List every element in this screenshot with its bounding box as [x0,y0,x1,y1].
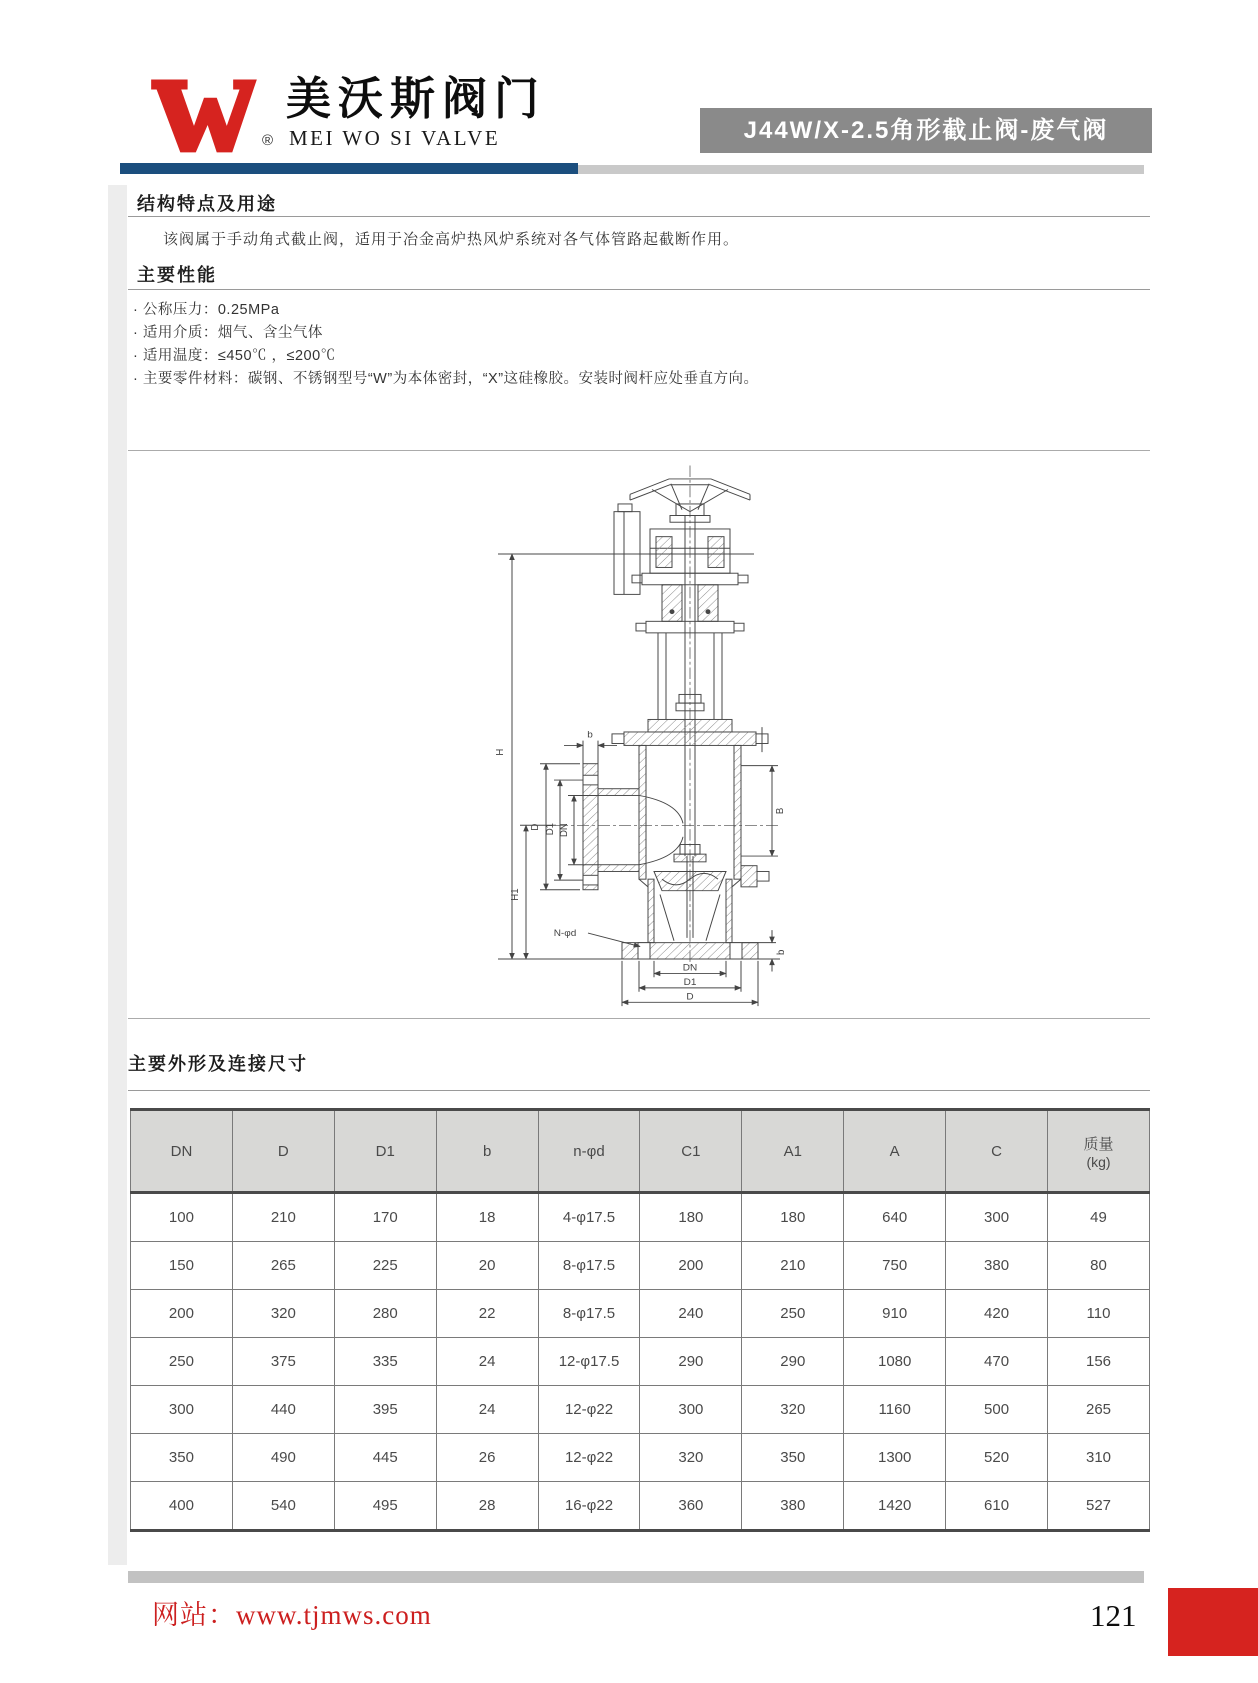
valve-section-drawing [428,452,1008,1010]
cell-r0-c7: 640 [844,1193,946,1242]
col-header-2: D1 [334,1110,436,1193]
table-row-dn-100 [131,1193,1150,1242]
cell-r6-c4: 16-φ22 [538,1482,640,1531]
dim-label-D: D [529,823,542,831]
section-rule [128,216,1150,217]
cell-r0-c6: 180 [742,1193,844,1242]
cell-r0-c2: 170 [334,1193,436,1242]
cell-r1-c1: 265 [232,1242,334,1290]
cell-r2-c9: 110 [1048,1290,1150,1338]
cell-r4-c9: 265 [1048,1386,1150,1434]
header-divider-gray-bar [578,165,1144,174]
cell-r4-c6: 320 [742,1386,844,1434]
product-title-banner: J44W/X-2.5角形截止阀-废气阀 [700,108,1152,153]
brand-name-english: MEI WO SI VALVE [289,126,501,150]
cell-r4-c0: 300 [131,1386,233,1434]
dim-label-H: H [494,748,507,756]
cell-r5-c6: 350 [742,1434,844,1482]
footer-divider-bar [128,1571,1144,1583]
cell-r0-c0: 100 [131,1193,233,1242]
col-header-7: A [844,1110,946,1193]
page-number: 121 [1090,1598,1137,1633]
cell-r5-c7: 1300 [844,1434,946,1482]
cell-r3-c9: 156 [1048,1338,1150,1386]
cell-r4-c8: 500 [946,1386,1048,1434]
cell-r2-c3: 22 [436,1290,538,1338]
col-header-8: C [946,1110,1048,1193]
cell-r6-c7: 1420 [844,1482,946,1531]
cell-r5-c4: 12-φ22 [538,1434,640,1482]
cell-r3-c5: 290 [640,1338,742,1386]
cell-r4-c5: 300 [640,1386,742,1434]
table-row-dn-400 [131,1482,1150,1531]
col-header-0: DN [131,1110,233,1193]
cell-r0-c3: 18 [436,1193,538,1242]
cell-r1-c3: 20 [436,1242,538,1290]
cell-r2-c4: 8-φ17.5 [538,1290,640,1338]
cell-r5-c1: 490 [232,1434,334,1482]
cell-r1-c6: 210 [742,1242,844,1290]
website-link[interactable]: 网站：www.tjmws.com [152,1600,432,1630]
cell-r2-c5: 240 [640,1290,742,1338]
cell-r4-c3: 24 [436,1386,538,1434]
cell-r1-c5: 200 [640,1242,742,1290]
cell-r3-c3: 24 [436,1338,538,1386]
table-row-dn-150 [131,1242,1150,1290]
cell-r3-c6: 290 [742,1338,844,1386]
section-title-features: 结构特点及用途 [137,194,277,214]
brand-name-chinese: 美沃斯阀门 [286,74,547,124]
cell-r1-c2: 225 [334,1242,436,1290]
dim-label-bottom-D1: D1 [683,977,697,988]
page-left-margin-strip [108,185,127,1565]
table-row-dn-200 [131,1290,1150,1338]
features-body-text: 该阀属于手动角式截止阀，适用于冶金高炉热风炉系统对各气体管路起截断作用。 [163,231,740,248]
cell-r6-c3: 28 [436,1482,538,1531]
cell-r6-c0: 400 [131,1482,233,1531]
dim-label-DN: DN [558,823,571,838]
cell-r0-c4: 4-φ17.5 [538,1193,640,1242]
drawing-top-rule [128,450,1150,451]
header-divider-blue-bar [120,163,578,174]
table-row-dn-300 [131,1386,1150,1434]
cell-r5-c2: 445 [334,1434,436,1482]
cell-r6-c5: 360 [640,1482,742,1531]
registered-trademark-symbol: ® [262,132,274,149]
dim-label-H1: H1 [509,888,522,901]
performance-bullet-0: · 公称压力：0.25MPa [133,302,280,318]
dim-label-bottom-D: D [686,991,694,1003]
section-title-dimensions: 主要外形及连接尺寸 [128,1054,308,1074]
cell-r0-c5: 180 [640,1193,742,1242]
cell-r4-c4: 12-φ22 [538,1386,640,1434]
cell-r1-c7: 750 [844,1242,946,1290]
cell-r3-c1: 375 [232,1338,334,1386]
cell-r2-c1: 320 [232,1290,334,1338]
dim-label-bottom-DN: DN [682,962,698,974]
cell-r2-c6: 250 [742,1290,844,1338]
cell-r3-c7: 1080 [844,1338,946,1386]
cell-r2-c2: 280 [334,1290,436,1338]
col-header-4: n-φd [538,1110,640,1193]
performance-bullet-3: · 主要零件材料：碳钢、不锈钢型号“W”为本体密封，“X”这硅橡胶。安装时阀杆应处垂直方向。 [133,371,759,387]
cell-r6-c1: 540 [232,1482,334,1531]
dim-label-bottom-b: b [775,949,788,955]
performance-bullet-list [133,298,1033,390]
cell-r5-c3: 26 [436,1434,538,1482]
dim-label-D1: D1 [544,822,557,836]
cell-r4-c2: 395 [334,1386,436,1434]
cell-r3-c0: 250 [131,1338,233,1386]
cell-r5-c9: 310 [1048,1434,1150,1482]
section-title-performance: 主要性能 [137,265,217,285]
col-header-3: b [436,1110,538,1193]
cell-r1-c8: 380 [946,1242,1048,1290]
section-rule [128,289,1150,290]
cell-r6-c8: 610 [946,1482,1048,1531]
brand-w-logo-icon [148,74,260,156]
cell-r6-c9: 527 [1048,1482,1150,1531]
cell-r5-c8: 520 [946,1434,1048,1482]
cell-r0-c1: 210 [232,1193,334,1242]
cell-r3-c4: 12-φ17.5 [538,1338,640,1386]
drawing-bottom-rule [128,1018,1150,1019]
dim-label-B: B [774,807,787,815]
dim-label-b-side: b [587,729,593,741]
page-corner-red-block [1168,1588,1258,1656]
table-row-dn-350 [131,1434,1150,1482]
cell-r1-c4: 8-φ17.5 [538,1242,640,1290]
col-header-1: D [232,1110,334,1193]
cell-r4-c7: 1160 [844,1386,946,1434]
dim-label-n-phi-d: N-φd [553,928,577,939]
performance-bullet-1: · 适用介质：烟气、含尘气体 [133,325,323,341]
cell-r4-c1: 440 [232,1386,334,1434]
cell-r1-c0: 150 [131,1242,233,1290]
performance-bullet-2: · 适用温度：≤450℃ ，≤200℃ [133,348,336,364]
col-header-5: C1 [640,1110,742,1193]
cell-r0-c9: 49 [1048,1193,1150,1242]
cell-r5-c5: 320 [640,1434,742,1482]
section-rule [128,1090,1150,1091]
cell-r0-c8: 300 [946,1193,1048,1242]
cell-r3-c2: 335 [334,1338,436,1386]
cell-r3-c8: 470 [946,1338,1048,1386]
col-header-6: A1 [742,1110,844,1193]
cell-r6-c2: 495 [334,1482,436,1531]
dimension-table [130,1108,1150,1532]
cell-r2-c8: 420 [946,1290,1048,1338]
dimension-table-header-row [131,1110,1150,1193]
cell-r5-c0: 350 [131,1434,233,1482]
col-header-mass: 质量 (kg) [1048,1110,1150,1193]
table-row-dn-250 [131,1338,1150,1386]
cell-r6-c6: 380 [742,1482,844,1531]
cell-r2-c0: 200 [131,1290,233,1338]
cell-r1-c9: 80 [1048,1242,1150,1290]
cell-r2-c7: 910 [844,1290,946,1338]
